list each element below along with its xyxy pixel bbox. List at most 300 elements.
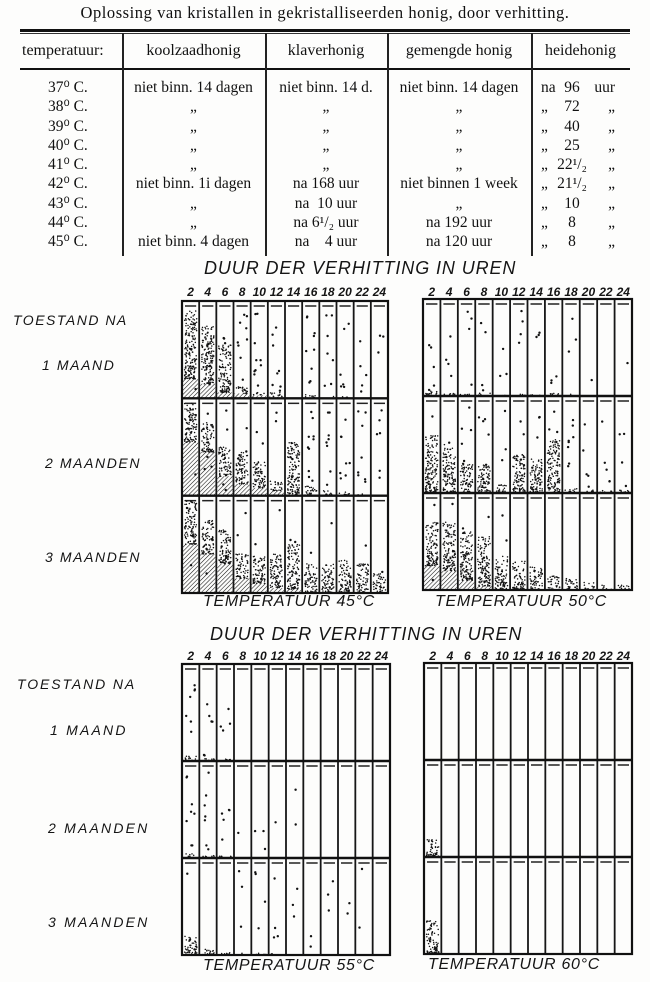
scattered-crystals (327, 880, 334, 912)
cell-koolzaad: niet binn. 14 dagen (134, 79, 253, 96)
scattered-crystals (381, 571, 383, 573)
month-label-3: 3 MAANDEN (45, 549, 142, 565)
tube (477, 401, 491, 494)
scattered-crystals (254, 543, 259, 583)
cell-temp: 43⁰ C. (48, 194, 88, 212)
scattered-crystals (467, 311, 473, 386)
cell-gemengd: niet binnen 1 week (400, 175, 518, 193)
cell-koolzaad: niet binn. 1i dagen (135, 175, 252, 193)
tick-label: 20 (339, 649, 354, 663)
cell-gemengd: „ (455, 156, 463, 173)
tick-label: 6 (463, 285, 470, 299)
cell-koolzaad: „ (190, 98, 197, 116)
table-row (0, 78, 650, 97)
tick-label: 2 (187, 649, 195, 663)
scattered-crystals (237, 832, 239, 834)
scattered-crystals (271, 326, 281, 392)
cell-gemengd: „ (455, 136, 463, 154)
tube (235, 403, 250, 495)
scattered-crystals (330, 522, 332, 524)
cell-heide (531, 117, 630, 136)
scattered-crystals (339, 323, 350, 389)
tick-label: 20 (338, 285, 352, 299)
dense-crystals (495, 556, 509, 591)
tick-label: 12 (269, 285, 284, 299)
dense-crystals (321, 564, 334, 594)
dense-crystals (338, 560, 351, 594)
heide-pre: „ (541, 175, 548, 193)
scattered-crystals (289, 539, 296, 543)
tube (425, 304, 438, 397)
tube (564, 401, 578, 494)
crystal-mass (183, 442, 198, 496)
dense-crystals (565, 578, 578, 591)
tube (183, 403, 198, 496)
cell-heide (531, 155, 630, 174)
tube (287, 403, 300, 496)
cell-koolzaad: „ (190, 213, 197, 231)
table-row (0, 155, 650, 174)
tick-label: 8 (481, 649, 489, 663)
scattered-crystals (376, 409, 383, 479)
scattered-crystals (294, 789, 297, 826)
tube (220, 863, 231, 955)
heide-pre: „ (541, 117, 548, 135)
tube (217, 501, 232, 593)
dense-crystals (460, 464, 474, 494)
table-row (0, 213, 650, 232)
cell-koolzaad: „ (190, 194, 197, 212)
tube (286, 501, 301, 593)
scattered-crystals (237, 314, 249, 391)
crystal-mass (200, 384, 215, 399)
tick-label: 4 (446, 649, 454, 663)
tube (185, 766, 196, 859)
tube (202, 766, 215, 859)
cell-gemengd: na 120 uur (425, 233, 493, 250)
tube (424, 498, 439, 590)
tick-label: 22 (355, 285, 369, 299)
dense-crystals (253, 392, 265, 396)
panel-55 (182, 649, 390, 956)
cell-gemengd: niet binn. 14 dagen (399, 79, 519, 96)
tick-label: 12 (270, 649, 285, 663)
dense-crystals (512, 454, 526, 494)
scattered-crystals (238, 427, 248, 456)
cell-koolzaad: „ (190, 136, 197, 154)
tube (269, 501, 284, 593)
cell-temp: 44⁰ C. (48, 213, 88, 231)
heide-val: 72 (564, 98, 580, 116)
month-label-3: 3 MAANDEN (48, 914, 150, 930)
tube (183, 500, 198, 593)
tube (321, 501, 334, 594)
scattered-crystals (357, 410, 367, 483)
scattered-crystals (253, 313, 262, 387)
crystal-mass (217, 564, 232, 593)
cell-heide (531, 97, 630, 116)
scattered-crystals (292, 888, 299, 918)
tube (338, 501, 351, 594)
heide-pre: „ (541, 98, 548, 116)
cell-klaver: „ (322, 117, 330, 135)
dense-crystals (201, 520, 214, 555)
scattered-crystals (601, 420, 611, 482)
heide-suf: „ (608, 136, 615, 154)
table-row (0, 117, 650, 136)
heide-pre: „ (541, 156, 548, 173)
tube (237, 766, 248, 834)
tick-label: 2 (429, 649, 437, 663)
tube (478, 304, 491, 397)
dense-crystals (442, 444, 456, 494)
tick-label: 16 (304, 285, 318, 299)
scattered-crystals (480, 322, 487, 392)
tick-label: 6 (463, 649, 471, 663)
dense-crystals (442, 521, 456, 571)
tick-label: 14 (287, 649, 302, 663)
table-row (0, 97, 650, 116)
cell-heide (531, 232, 630, 251)
page-title: Oplossing van kristallen in gekristalliseerden honig, door verhitting. (80, 3, 570, 22)
heide-val: 21¹/₂ (557, 175, 587, 193)
table-row (0, 174, 650, 193)
panel-row (183, 403, 385, 497)
state-label: TOESTAND NA (13, 312, 128, 328)
tick-label: 10 (253, 649, 267, 663)
heide-suf: uur (594, 79, 615, 96)
tick-label: 20 (581, 285, 596, 299)
tick-label: 12 (512, 285, 526, 299)
tube (495, 498, 509, 591)
figure-heading: DUUR DER VERHITTING IN UREN (204, 258, 517, 278)
dense-crystals (236, 386, 248, 394)
tick-label: 24 (374, 649, 389, 663)
scattered-crystals (254, 830, 266, 850)
tick-label: 14 (286, 285, 301, 299)
tube (339, 306, 350, 399)
cell-gemengd: „ (455, 117, 463, 135)
cell-heide (531, 78, 630, 97)
tick-label: 24 (372, 285, 387, 299)
scattered-crystals (279, 509, 282, 567)
tube (304, 403, 317, 496)
tube (460, 401, 474, 494)
tube (304, 501, 318, 594)
crystal-mass (183, 544, 198, 593)
cell-klaver: „ (322, 98, 330, 116)
tick-label: 10 (494, 285, 509, 299)
scattered-crystals (305, 315, 316, 383)
tick-label: 2 (187, 285, 194, 299)
header-heidehonig: heidehonig (544, 42, 617, 59)
dense-crystals (184, 500, 197, 545)
tube (374, 403, 385, 479)
tick-label: 24 (616, 649, 631, 663)
crystal-mass (459, 580, 474, 590)
tube (512, 498, 526, 591)
dense-crystals (426, 839, 439, 858)
scattered-crystals (310, 552, 312, 554)
cell-heide (531, 194, 630, 213)
tick-label: 10 (495, 649, 509, 663)
tube (252, 306, 267, 398)
tick-label: 18 (564, 285, 578, 299)
month-label-1: 1 MAAND (42, 357, 116, 373)
tube (373, 501, 387, 594)
cell-klaver: niet binn. 14 d. (279, 79, 373, 96)
tube (200, 403, 215, 495)
tick-label: 18 (321, 285, 335, 299)
tube (289, 766, 300, 826)
panel-label-45: TEMPERATUUR 45°C (203, 593, 375, 610)
cell-temp: 40⁰ C. (48, 136, 88, 154)
tube (530, 304, 542, 397)
table-top-rule (20, 29, 630, 32)
tick-label: 18 (564, 649, 579, 663)
tube (599, 401, 612, 494)
scattered-crystals (619, 433, 628, 488)
tick-label: 12 (512, 649, 527, 663)
scattered-crystals (185, 775, 195, 846)
crystal-mass (252, 583, 267, 593)
tick-label: 10 (252, 285, 266, 299)
header-gemengde-honig: gemengde honig (405, 42, 513, 59)
crystal-mass (235, 484, 250, 496)
tube (341, 863, 352, 915)
tube (618, 498, 630, 591)
scattered-crystals (220, 708, 232, 732)
scattered-crystals (325, 411, 331, 486)
dense-crystals (529, 566, 543, 590)
dense-crystals (426, 920, 440, 955)
panel-row (183, 306, 385, 399)
tube (582, 401, 594, 494)
dense-crystals (287, 544, 301, 590)
month-label-2: 2 MAANDEN (45, 455, 142, 471)
dense-crystals (477, 536, 491, 587)
tick-label: 22 (599, 649, 613, 663)
tube (460, 304, 473, 397)
tube (564, 304, 577, 397)
panel-50 (423, 285, 632, 591)
tube (548, 304, 560, 397)
dense-crystals (184, 310, 198, 379)
tube (322, 306, 334, 399)
tube (512, 401, 526, 494)
scattered-crystals (339, 419, 351, 480)
cell-heide (531, 136, 630, 155)
tube (356, 501, 369, 594)
dense-crystals (460, 531, 474, 581)
tick-label: 16 (305, 649, 319, 663)
dense-crystals (184, 403, 198, 443)
tube (289, 863, 300, 918)
heide-pre: „ (541, 136, 548, 154)
tick-label: 14 (529, 285, 543, 299)
tube (217, 306, 232, 398)
panel-45 (182, 285, 388, 594)
dense-crystals (252, 461, 266, 488)
crystal-mass (441, 571, 456, 590)
tube (426, 862, 440, 955)
cell-heide (531, 174, 630, 193)
tick-label: 8 (480, 285, 488, 299)
scattered-crystals (310, 935, 313, 948)
scattered-crystals (478, 416, 490, 483)
dense-crystals (373, 573, 387, 594)
state-label: TOESTAND NA (17, 676, 137, 692)
cell-klaver: „ (322, 136, 330, 154)
table-row (0, 194, 650, 213)
tube (235, 501, 250, 593)
tube (269, 403, 284, 495)
tube (252, 403, 267, 495)
scattered-crystals (204, 772, 210, 851)
scattered-crystals (548, 411, 558, 444)
heide-suf: „ (608, 117, 615, 135)
dense-crystals (235, 452, 249, 485)
heide-pre: „ (541, 213, 548, 231)
scattered-crystals (535, 332, 540, 339)
cell-temp: 42⁰ C. (48, 175, 88, 193)
cell-temp: 41⁰ C. (48, 156, 88, 173)
cell-gemengd: na 192 uur (425, 213, 493, 231)
tube (513, 304, 526, 397)
dense-crystals (218, 344, 232, 393)
tube (339, 403, 351, 496)
tube (583, 304, 594, 381)
heide-suf: „ (608, 156, 615, 173)
month-label-1: 1 MAAND (50, 722, 128, 738)
tube (565, 498, 578, 591)
tube (529, 401, 543, 494)
cell-temp: 39⁰ C. (48, 117, 88, 135)
tick-label: 8 (238, 285, 246, 299)
tube (220, 669, 232, 760)
dense-crystals (218, 529, 231, 564)
cell-klaver: „ (322, 156, 330, 173)
tube (547, 401, 561, 494)
cell-klaver: na 6¹/₂ uur (293, 213, 359, 231)
crystal-mass (200, 452, 215, 496)
tube (183, 306, 198, 398)
crystal-mass (235, 578, 250, 593)
tube (219, 766, 232, 858)
tube (269, 306, 284, 398)
scattered-crystals (445, 335, 452, 377)
cell-temp: 45⁰ C. (48, 233, 88, 250)
dense-crystals (287, 442, 300, 497)
heide-pre: na (541, 79, 556, 96)
heide-suf: „ (608, 175, 615, 193)
header-temperature: temperatuur: (22, 42, 104, 59)
tube (443, 304, 455, 397)
tick-label: 24 (616, 285, 630, 299)
scattered-crystals (307, 411, 315, 482)
scattered-crystals (567, 419, 575, 468)
tube (547, 498, 560, 591)
crystal-mass (217, 476, 232, 495)
crystal-mass (424, 566, 439, 590)
scattered-crystals (582, 423, 590, 488)
scattered-crystals (238, 870, 243, 928)
scattered-crystals (461, 406, 473, 465)
tube (185, 669, 197, 762)
panel-label-60: TEMPERATUUR 60°C (428, 956, 600, 973)
scattered-crystals (358, 868, 363, 929)
tick-label: 16 (547, 649, 561, 663)
heide-suf: „ (608, 194, 615, 212)
dense-crystals (184, 936, 198, 956)
cell-klaver: na 10 uur (294, 194, 358, 212)
tick-label: 6 (221, 285, 229, 299)
dense-crystals (218, 446, 232, 477)
tube (600, 498, 612, 591)
cell-koolzaad: „ (190, 117, 197, 135)
heide-val: 25 (564, 136, 580, 154)
scattered-crystals (346, 902, 350, 915)
table-header-rule (20, 68, 630, 70)
cell-koolzaad: niet binn. 4 dagen (137, 233, 250, 250)
tube (272, 766, 283, 824)
scattered-crystals (221, 809, 231, 841)
month-label-2: 2 MAANDEN (48, 820, 150, 836)
tube (441, 498, 456, 590)
tube (496, 304, 508, 397)
dense-crystals (512, 561, 526, 591)
scattered-crystals (550, 375, 558, 384)
tube (476, 498, 491, 590)
tube (459, 498, 474, 590)
tube (236, 863, 248, 956)
tick-label: 14 (529, 649, 544, 663)
tube (324, 863, 335, 912)
dense-crystals (425, 435, 439, 494)
cell-klaver: na 168 uur (292, 175, 360, 193)
dense-crystals (270, 553, 284, 588)
scattered-crystals (499, 348, 508, 377)
dense-crystals (547, 439, 561, 494)
scattered-crystals (568, 318, 577, 353)
scattered-crystals (324, 314, 335, 387)
tube (270, 863, 283, 956)
dense-crystals (356, 563, 369, 594)
tube (618, 304, 629, 364)
tube (252, 501, 267, 593)
tube (357, 306, 368, 393)
heide-val: 10 (564, 194, 580, 212)
dense-crystals (304, 563, 318, 594)
cell-gemengd: „ (455, 98, 463, 116)
tube (200, 306, 215, 398)
panel-label-50: TEMPERATUUR 50°C (435, 593, 607, 610)
tick-label: 4 (445, 285, 453, 299)
scattered-crystals (273, 877, 279, 938)
figure-heading: DUUR DER VERHITTING IN UREN (210, 624, 523, 644)
dense-crystals (270, 481, 283, 492)
heide-val: 96 (564, 79, 580, 96)
heide-pre: „ (541, 233, 548, 250)
cell-gemengd: „ (455, 194, 463, 212)
heide-suf: „ (608, 233, 615, 250)
scattered-crystals (377, 335, 384, 354)
tick-label: 6 (221, 649, 229, 663)
panel-label-55: TEMPERATUUR 55°C (203, 957, 375, 974)
tube (358, 863, 369, 929)
tube (618, 401, 630, 494)
scattered-crystals (223, 337, 227, 345)
